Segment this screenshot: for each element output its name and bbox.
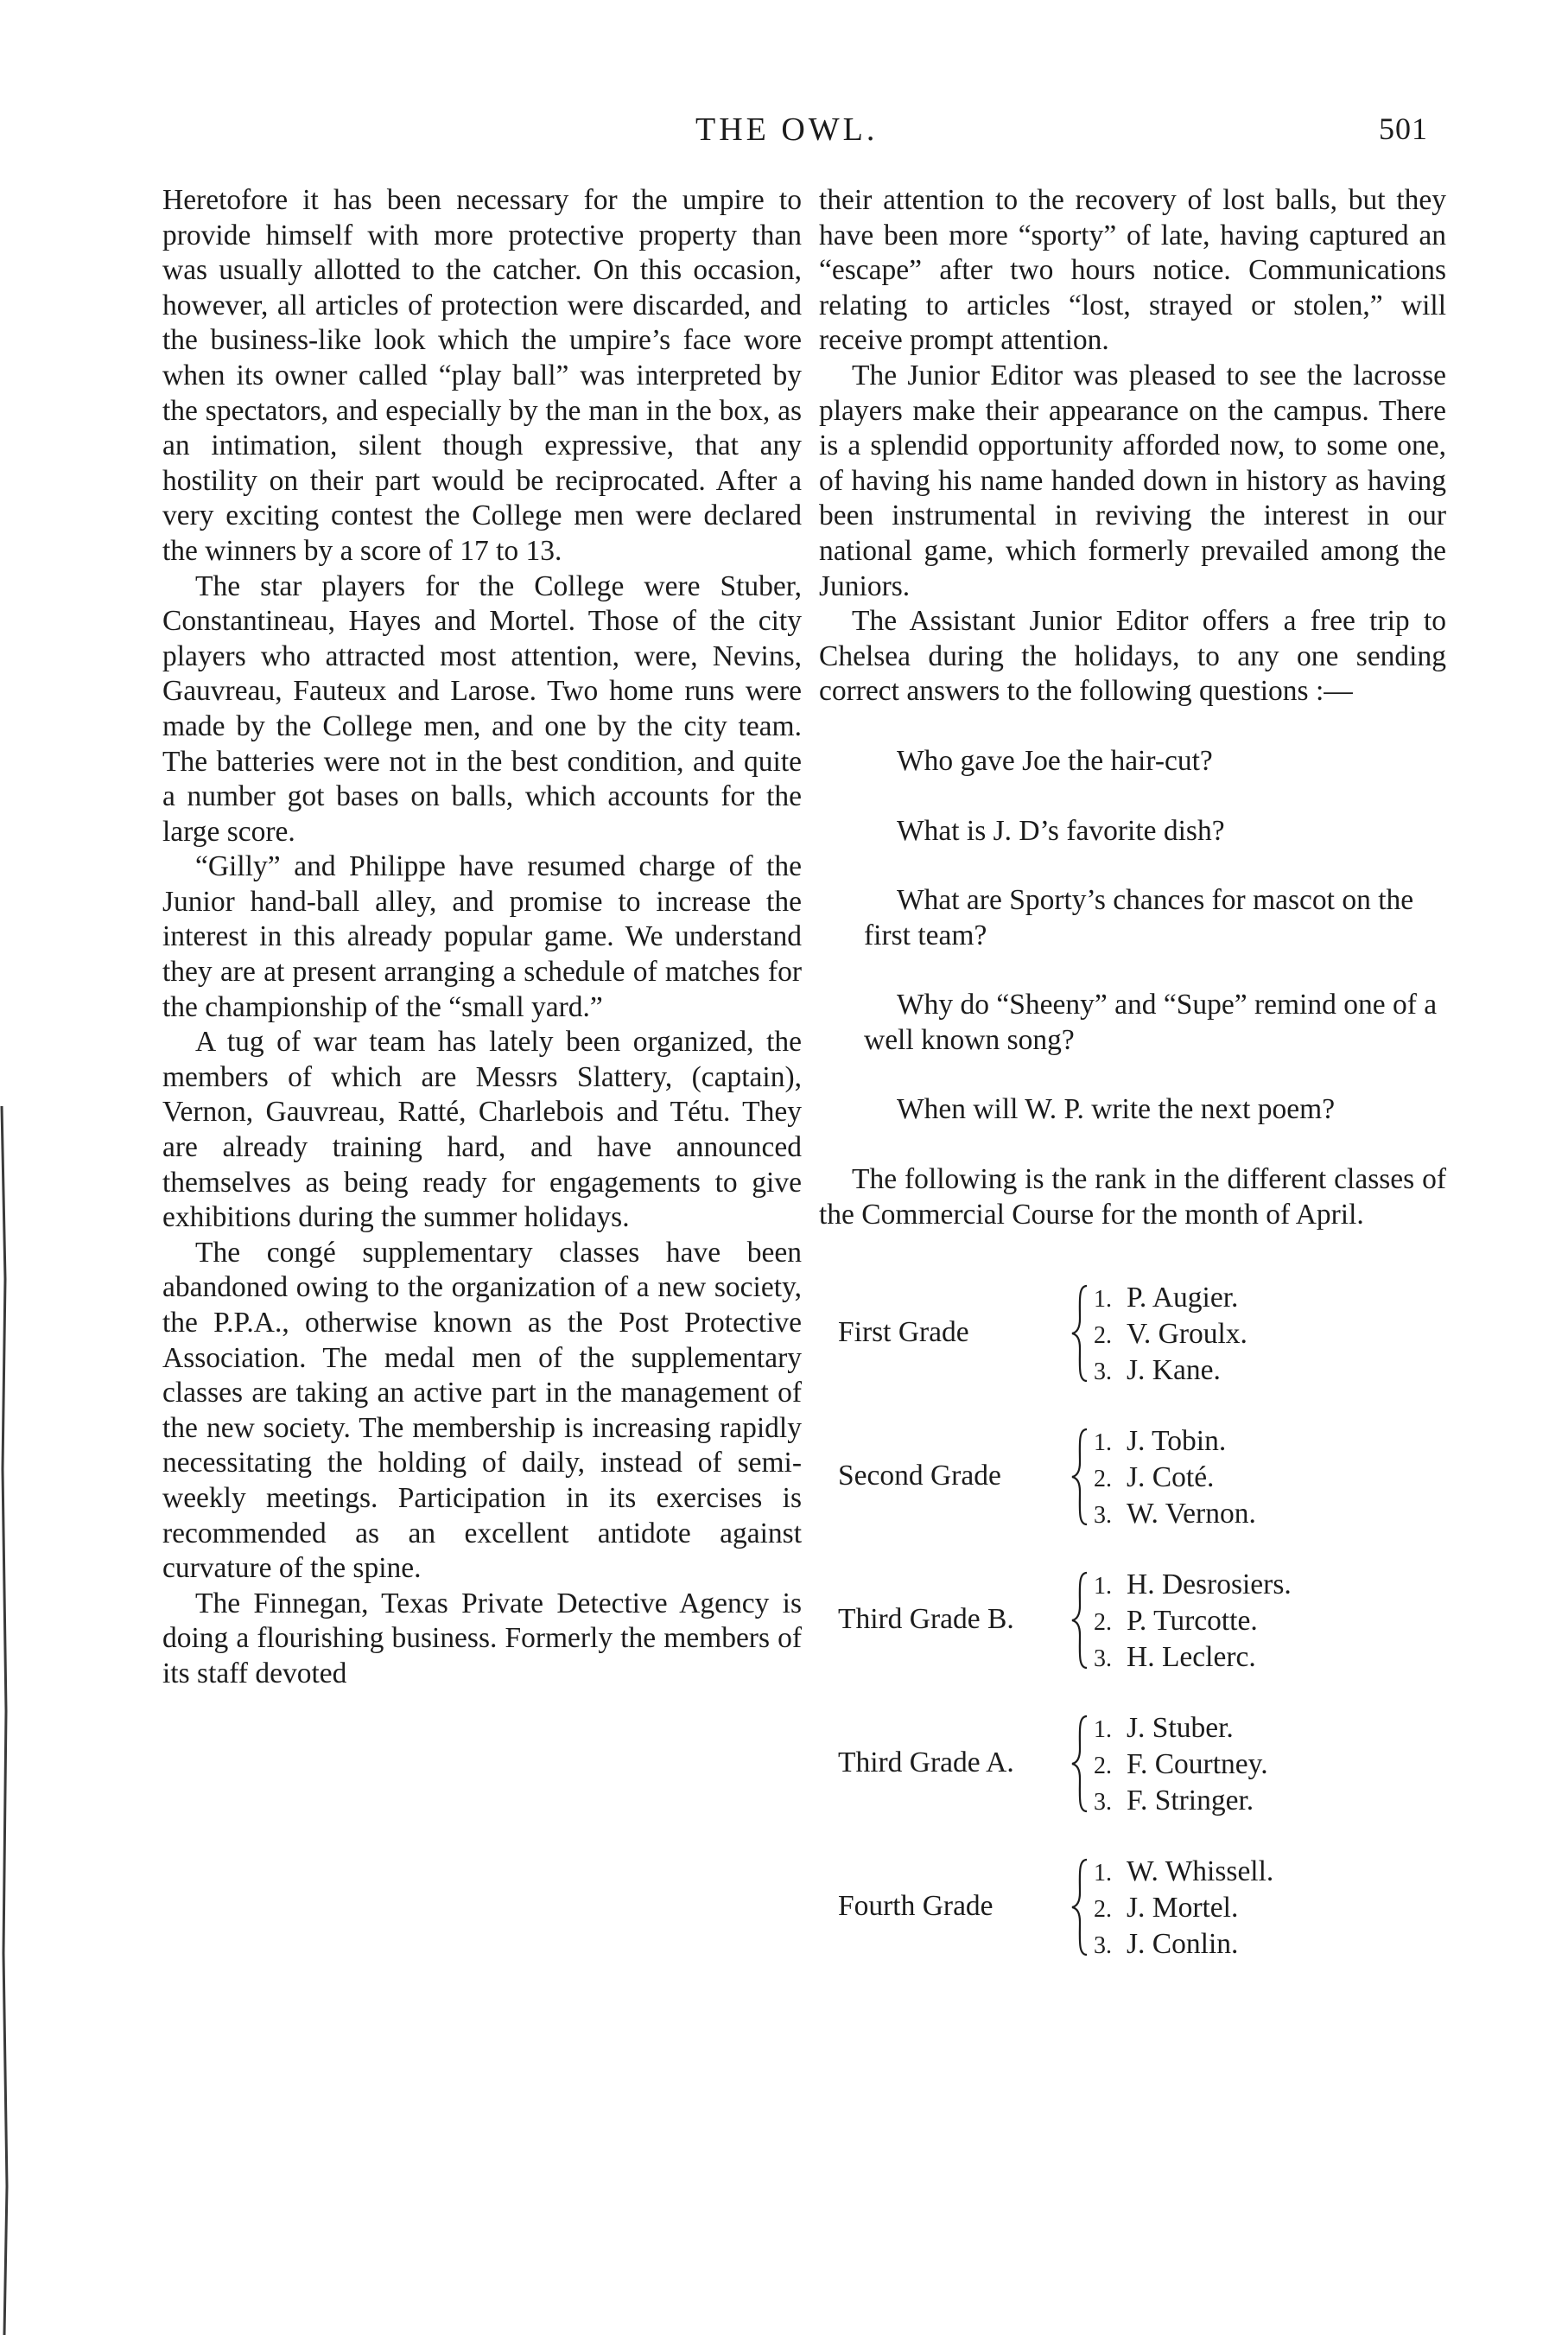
scan-edge-shadow	[0, 1106, 9, 2335]
spacer	[819, 709, 1446, 744]
rank-entry	[1094, 1604, 1292, 1640]
paragraph-ppa-society: The congé supplementary classes have been abandoned owing to the organization of a new society, the P.P.A., otherwise known as the Post Protective Association. The medal men of the supplementary classes are taking an active part in the management of the new society. The membership is increasing rapidly necessitating the holding of daily, instead of semi-weekly meetings. Participation in its exercises is recommended as an excellent antidote against curvature of the spine.	[162, 1236, 802, 1585]
left-column	[162, 183, 802, 1692]
rank-list	[1094, 1568, 1292, 1676]
rank-name: J. Mortel.	[1127, 1892, 1239, 1925]
paragraph-umpire: Heretofore it has been necessary for the umpire to provide himself with more protective property than was usually allotted to the catcher. On this occasion, however, all articles of protection were discarded, and the business-like look which the umpire’s face wore when its owner called “play ball” was interpreted by the spectators, and especially by the man in the box, as an intimation, silent though expressive, that any hostility on their part would be reciprocated. After a very exciting contest the College men were declared the winners by a score of 17 to 13.	[162, 184, 802, 567]
rank-number: 2.	[1094, 1753, 1112, 1780]
rank-list	[1094, 1281, 1247, 1390]
spacer	[819, 1058, 1446, 1092]
rank-number: 2.	[1094, 1609, 1112, 1637]
rank-number: 1.	[1094, 1286, 1112, 1314]
rank-name: J. Conlin.	[1127, 1928, 1239, 1961]
rank-name: W. Whissell.	[1127, 1855, 1274, 1888]
rank-list	[1094, 1424, 1256, 1533]
rank-entry	[1094, 1747, 1268, 1784]
rank-number: 1.	[1094, 1573, 1112, 1600]
paragraph-free-trip: The Assistant Junior Editor offers a free trip to Chelsea during the holidays, to any one sending correct answers to the following questions :—	[819, 605, 1446, 708]
rank-number: 3.	[1094, 1358, 1112, 1386]
rank-entry	[1094, 1640, 1292, 1676]
rank-entry	[1094, 1497, 1256, 1533]
right-column	[819, 183, 1446, 1998]
spacer	[819, 1232, 1446, 1281]
rank-name: F. Courtney.	[1127, 1748, 1268, 1781]
paragraph-lost-balls: their attention to the recovery of lost balls, but they have been more “sporty” of late, having captured an “escape” after two hours notice. Communications relating to articles “lost, strayed or stolen,” will receive prompt attention.	[819, 184, 1446, 357]
rank-name: V. Groulx.	[1127, 1318, 1247, 1351]
paragraph-rank-intro: The following is the rank in the different classes of the Commercial Course for the month of April.	[819, 1163, 1446, 1231]
rank-name: J. Coté.	[1127, 1461, 1215, 1494]
paragraph-tug-of-war: A tug of war team has lately been organized, the members of which are Messrs Slattery, (captain), Vernon, Gauvreau, Ratté, Charlebois and Tétu. They are already training hard, and have announced themselves as being ready for engagements to give exhibitions during the summer holidays.	[162, 1026, 802, 1234]
rank-name: F. Stringer.	[1127, 1785, 1254, 1817]
grade-label: Third Grade A.	[838, 1746, 1014, 1779]
rank-list	[1094, 1711, 1268, 1820]
rank-entry	[1094, 1317, 1247, 1353]
running-title: THE OWL.	[695, 111, 879, 148]
rank-name: H. Desrosiers.	[1127, 1568, 1292, 1601]
rank-block-fourth-grade	[819, 1855, 1446, 1960]
rank-number: 3.	[1094, 1789, 1112, 1816]
rank-block-third-grade-a	[819, 1711, 1446, 1816]
rank-entry	[1094, 1927, 1273, 1963]
rank-name: W. Vernon.	[1127, 1498, 1256, 1530]
page-number: 501	[1379, 111, 1428, 146]
rank-entry	[1094, 1711, 1268, 1747]
rank-entry	[1094, 1281, 1247, 1317]
question-item: When will W. P. write the next poem?	[897, 1093, 1336, 1126]
brace-icon	[1070, 1715, 1090, 1813]
rank-name: J. Kane.	[1127, 1354, 1221, 1387]
rank-name: P. Augier.	[1127, 1282, 1239, 1314]
rank-name: H. Leclerc.	[1127, 1641, 1256, 1674]
rank-entry	[1094, 1855, 1273, 1891]
question-item: What is J. D’s favorite dish?	[897, 814, 1225, 847]
running-head	[0, 111, 1568, 162]
rank-name: J. Stuber.	[1127, 1712, 1234, 1745]
spacer	[819, 849, 1446, 883]
rank-entry	[1094, 1460, 1256, 1497]
paragraph-hand-ball: “Gilly” and Philippe have resumed charge of the Junior hand-ball alley, and promise to increase the interest in this already popular game. We understand they are at present arranging a schedule of matches for the championship of the “small yard.”	[162, 850, 802, 1023]
grade-label: Second Grade	[838, 1460, 1001, 1492]
brace-icon	[1070, 1571, 1090, 1670]
rank-entry	[1094, 1891, 1273, 1927]
rank-list	[1094, 1855, 1273, 1963]
rank-entry	[1094, 1424, 1256, 1460]
rank-number: 2.	[1094, 1322, 1112, 1350]
grade-label: First Grade	[838, 1316, 969, 1349]
rank-number: 3.	[1094, 1645, 1112, 1673]
rank-block-first-grade	[819, 1281, 1446, 1386]
spacer	[819, 779, 1446, 814]
brace-icon	[1070, 1284, 1090, 1383]
spacer	[819, 1128, 1446, 1162]
rank-number: 3.	[1094, 1502, 1112, 1530]
grade-label: Third Grade B.	[838, 1603, 1014, 1636]
rank-block-third-grade-b	[819, 1568, 1446, 1673]
rank-block-second-grade	[819, 1424, 1446, 1530]
brace-icon	[1070, 1858, 1090, 1956]
paragraph-star-players: The star players for the College were Stuber, Constantineau, Hayes and Mortel. Those of the city players who attracted most attention, were, Nevins, Gauvreau, Fauteux and Larose. Two home runs were made by the College men, and one by the city team. The batteries were not in the best condition, and quite a number got bases on balls, which accounts for the large score.	[162, 569, 802, 848]
paragraph-detective-agency: The Finnegan, Texas Private Detective Agency is doing a flourishing business. Formerly the members of its staff devoted	[162, 1587, 802, 1689]
rank-entry	[1094, 1568, 1292, 1604]
rank-number: 1.	[1094, 1860, 1112, 1887]
grade-label: Fourth Grade	[838, 1890, 993, 1923]
question-item: What are Sporty’s chances for mascot on the first team?	[864, 884, 1414, 951]
spacer	[819, 953, 1446, 988]
rank-number: 2.	[1094, 1896, 1112, 1924]
rank-number: 2.	[1094, 1466, 1112, 1493]
rank-name: J. Tobin.	[1127, 1425, 1227, 1458]
question-item: Who gave Joe the hair-cut?	[897, 744, 1213, 777]
rank-name: P. Turcotte.	[1127, 1605, 1258, 1638]
rank-number: 1.	[1094, 1429, 1112, 1457]
paragraph-lacrosse: The Junior Editor was pleased to see the lacrosse players make their appearance on the campus. There is a splendid opportunity afforded now, to some one, of having his name handed down in history as having been instrumental in reviving the interest in our national game, which formerly prevailed among the Juniors.	[819, 359, 1446, 602]
rank-entry	[1094, 1353, 1247, 1390]
question-item: Why do “Sheeny” and “Supe” remind one of a well known song?	[864, 989, 1438, 1056]
rank-number: 1.	[1094, 1716, 1112, 1744]
rank-number: 3.	[1094, 1932, 1112, 1960]
rank-entry	[1094, 1784, 1268, 1820]
brace-icon	[1070, 1428, 1090, 1526]
